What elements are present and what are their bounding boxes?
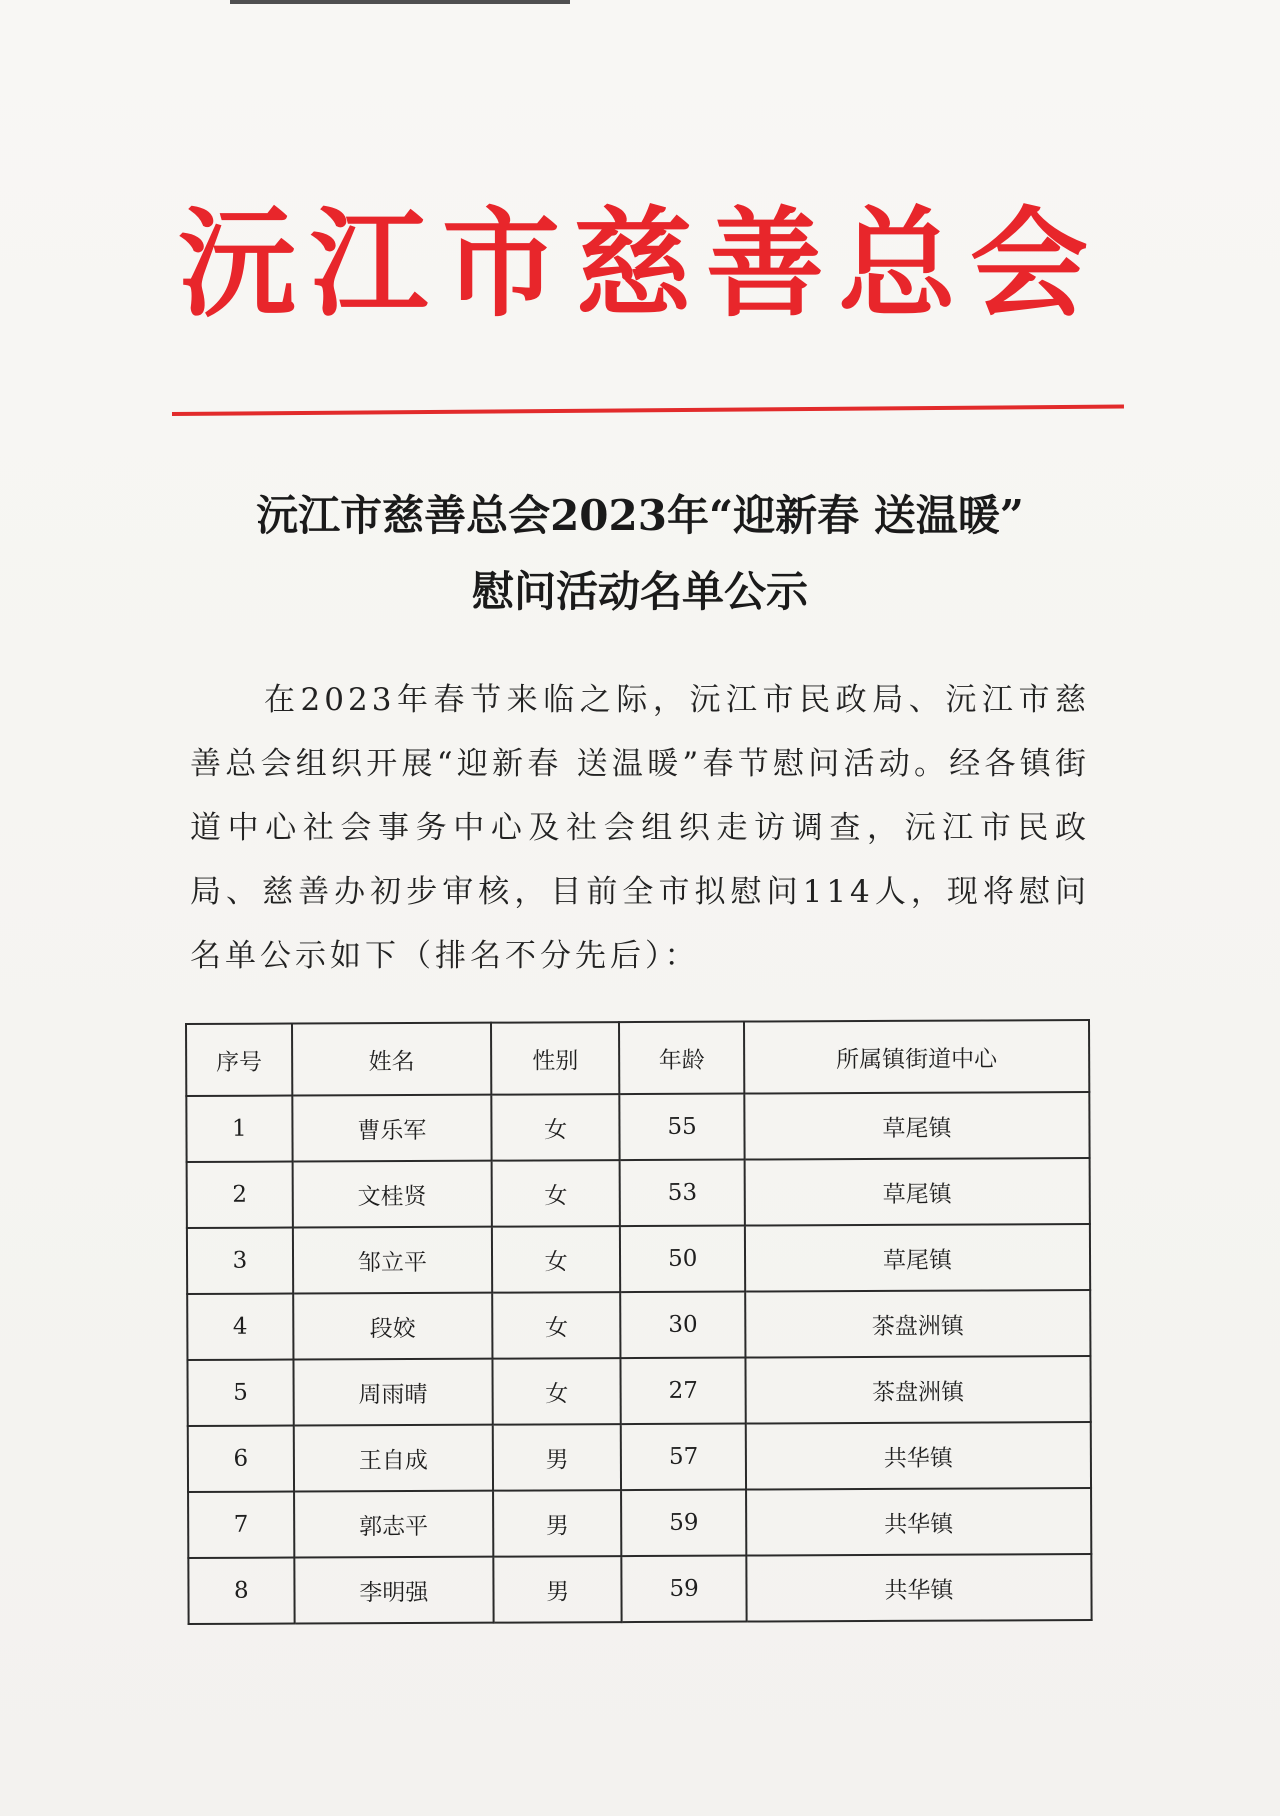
cell-name: 邹立平 [293,1227,493,1294]
cell-seq: 4 [187,1294,293,1360]
cell-name: 段姣 [293,1293,493,1360]
scan-edge-shadow [230,0,570,4]
cell-sex: 女 [492,1160,621,1227]
cell-age: 30 [621,1292,746,1359]
cell-name: 文桂贤 [292,1161,492,1228]
cell-seq: 2 [187,1162,293,1228]
cell-sex: 男 [493,1490,622,1557]
table-row [186,1092,1089,1162]
title-line-2: 慰问活动名单公示 [471,567,808,616]
cell-sex: 女 [492,1292,621,1359]
cell-sex: 女 [492,1358,621,1425]
cell-name: 周雨晴 [293,1359,493,1426]
cell-seq: 1 [186,1096,292,1162]
cell-sex: 男 [493,1556,622,1623]
cell-seq: 8 [188,1558,294,1624]
cell-name: 郭志平 [294,1491,494,1558]
table-row [187,1290,1090,1360]
cell-seq: 3 [187,1228,293,1294]
recipient-table [185,1019,1093,1625]
cell-town: 茶盘洲镇 [745,1356,1090,1424]
header-town: 所属镇街道中心 [744,1020,1089,1094]
table-row [188,1422,1091,1492]
table-row [187,1356,1090,1426]
cell-seq: 7 [188,1492,294,1558]
cell-town: 草尾镇 [745,1158,1090,1226]
table-row [187,1224,1090,1294]
cell-town: 草尾镇 [745,1224,1090,1292]
cell-age: 53 [620,1160,745,1227]
document-title [160,478,1120,630]
cell-town: 共华镇 [746,1488,1091,1556]
cell-town: 茶盘洲镇 [745,1290,1090,1358]
cell-sex: 男 [493,1424,622,1491]
header-age: 年龄 [619,1022,744,1095]
cell-age: 57 [621,1424,746,1491]
cell-age: 59 [621,1490,746,1557]
table-header-row [186,1020,1089,1096]
header-seq: 序号 [186,1024,292,1096]
cell-sex: 女 [491,1094,620,1161]
cell-name: 曹乐军 [292,1095,492,1162]
org-letterhead: 沅江市慈善总会 [177,194,1102,333]
table-row [188,1554,1091,1624]
cell-town: 共华镇 [746,1422,1091,1490]
header-sex: 性别 [491,1022,620,1095]
cell-seq: 5 [187,1360,293,1426]
title-line-1: 沅江市慈善总会2023年“迎新春 送温暖” [256,491,1024,540]
cell-sex: 女 [492,1226,621,1293]
cell-name: 李明强 [294,1557,494,1624]
table-row [187,1158,1090,1228]
table-row [188,1488,1091,1558]
cell-age: 59 [622,1556,747,1623]
cell-seq: 6 [188,1426,294,1492]
header-name: 姓名 [292,1023,492,1096]
cell-town: 共华镇 [746,1554,1091,1622]
cell-age: 50 [620,1226,745,1293]
body-paragraph: 在2023年春节来临之际，沅江市民政局、沅江市慈善总会组织开展“迎新春 送温暖”春节慰问活动。经各镇街道中心社会事务中心及社会组织走访调查，沅江市民政局、慈善办初步审核，目前全市拟慰问114人，现将慰问名单公示如下（排名不分先后）： [190,682,1090,974]
cell-age: 27 [621,1358,746,1425]
cell-name: 王自成 [293,1425,493,1492]
cell-town: 草尾镇 [744,1092,1089,1160]
cell-age: 55 [620,1094,745,1161]
letterhead-divider [172,405,1124,416]
